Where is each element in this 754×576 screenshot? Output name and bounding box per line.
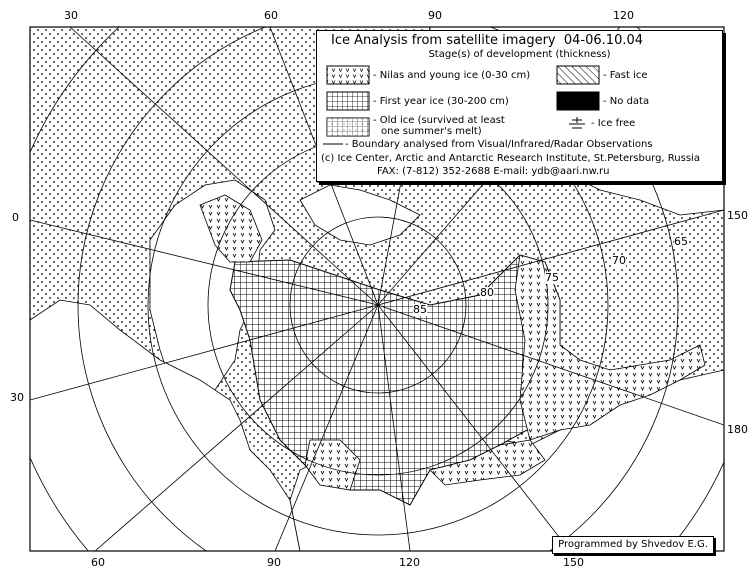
top-lon-label-2: 60 [264,9,278,22]
lat-label-85: 85 [413,303,427,316]
left-lon-label-2: 30 [10,391,24,404]
legend-fast-ice-label: - Fast ice [603,70,648,81]
legend-copyright: (c) Ice Center, Arctic and Antarctic Research Institute, St.Petersburg, Russia [321,153,700,164]
swatch-no-data [557,92,599,110]
swatch-first-year [327,92,369,110]
bottom-lon-label-1: 60 [91,556,105,569]
lat-label-80: 80 [480,286,494,299]
top-lon-label-1: 30 [64,9,78,22]
lat-label-75: 75 [545,271,559,284]
legend-ice-free-label: - Ice free [591,118,636,129]
bottom-lon-label-2: 90 [267,556,281,569]
bottom-lon-label-4: 150 [563,556,584,569]
lat-label-70: 70 [612,254,626,267]
legend-title: Ice Analysis from satellite imagery 04-06.10.04 [331,33,644,48]
legend-contact: FAX: (7-812) 352-2688 E-mail: ydb@aari.nw.ru [377,166,610,177]
swatch-nilas [327,66,369,84]
ice-free-icon [569,117,585,128]
legend-first-year-label: - First year ice (30-200 cm) [373,96,509,107]
right-lon-label-1: 150 [727,209,748,222]
legend-box [316,30,723,182]
left-lon-label-1: 0 [12,211,19,224]
bottom-lon-label-3: 120 [399,556,420,569]
legend-date: 04-06.10.04 [563,33,644,48]
swatch-fast-ice [557,66,599,84]
legend-nilas-label: - Nilas and young ice (0-30 cm) [373,70,531,81]
lat-label-65: 65 [674,235,688,248]
credit-box: Programmed by Shvedov E.G. [552,536,714,554]
legend-old-ice-label-1: - Old ice (survived at least [373,115,505,126]
top-lon-label-4: 120 [613,9,634,22]
legend-subtitle: Stage(s) of development (thickness) [428,49,611,60]
right-lon-label-2: 180 [727,423,748,436]
legend-no-data-label: - No data [603,96,650,107]
legend-old-ice-label-2: one summer's melt) [381,126,482,137]
legend-boundary-label: - Boundary analysed from Visual/Infrared/Radar Observations [345,139,653,150]
top-lon-label-3: 90 [428,9,442,22]
